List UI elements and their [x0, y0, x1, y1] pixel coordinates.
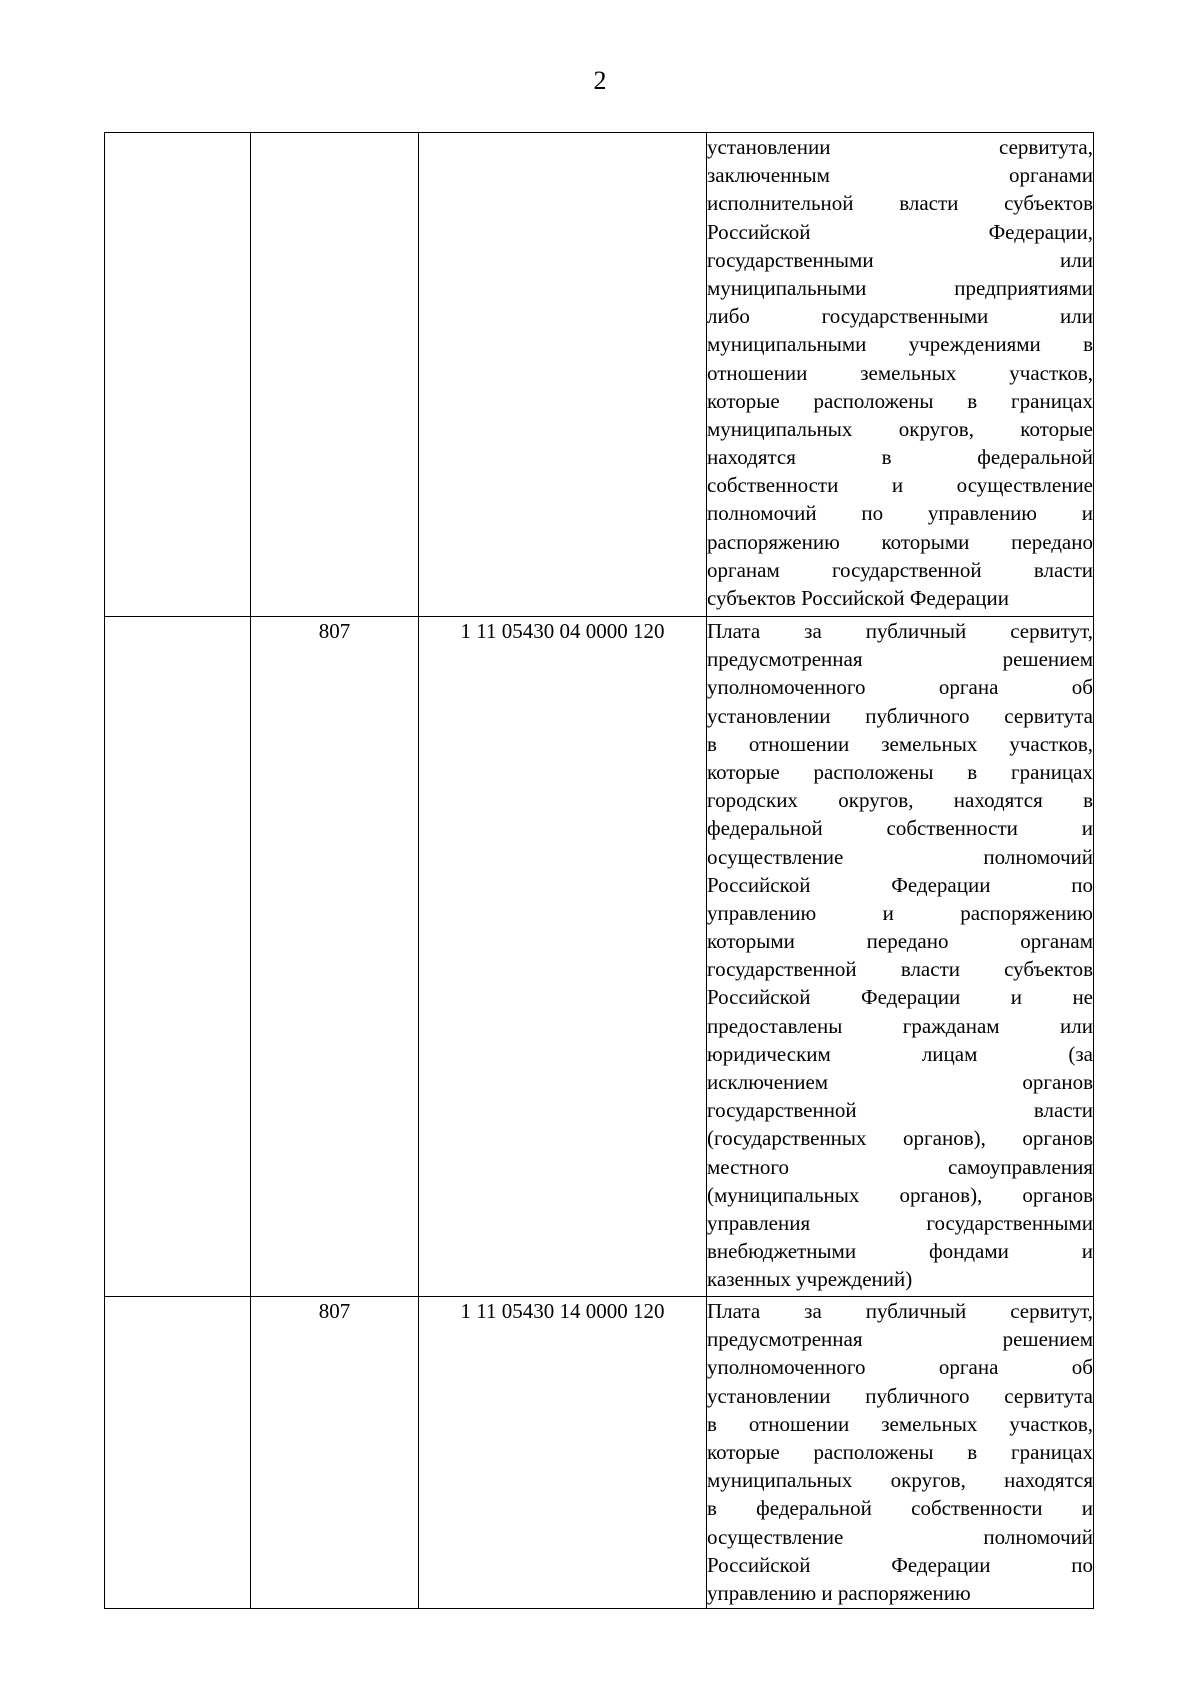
description-line: находятся в федеральной	[707, 445, 1093, 470]
description-line: государственными или	[707, 247, 1093, 272]
description-line: в отношении земельных участков,	[707, 731, 1093, 756]
description-line: заключенным органами	[707, 163, 1093, 188]
description-line: предусмотренная решением	[707, 647, 1093, 672]
description-line: распоряжению которыми передано	[707, 529, 1093, 554]
empty-cell	[105, 617, 251, 1297]
budget-code-cell: 1 11 05430 04 0000 120	[419, 617, 707, 1297]
description-line: уполномоченного органа об	[707, 675, 1093, 700]
empty-cell	[105, 133, 251, 617]
description-line: осуществление полномочий	[707, 1524, 1093, 1549]
description-line: муниципальных округов, находятся	[707, 1468, 1093, 1493]
description-line: Российской Федерации и не	[707, 985, 1093, 1010]
description-line: предусмотренная решением	[707, 1327, 1093, 1352]
description-line: в отношении земельных участков,	[707, 1411, 1093, 1436]
admin-code-cell: 807	[251, 617, 419, 1297]
description-line: Плата за публичный сервитут,	[707, 1299, 1093, 1323]
budget-code-cell: 1 11 05430 14 0000 120	[419, 1297, 707, 1609]
description-line: юридическим лицам (за	[707, 1041, 1093, 1066]
description-line: в федеральной собственности и	[707, 1496, 1093, 1521]
description-line: уполномоченного органа об	[707, 1355, 1093, 1380]
description-line: муниципальными учреждениями в	[707, 332, 1093, 357]
description-line: органам государственной власти	[707, 557, 1093, 582]
description-line: полномочий по управлению и	[707, 501, 1093, 526]
description-line: государственной власти	[707, 1098, 1093, 1123]
table-row	[105, 133, 1094, 617]
description-line: осуществление полномочий	[707, 844, 1093, 869]
budget-code-cell	[419, 133, 707, 617]
description-line: которые расположены в границах	[707, 388, 1093, 413]
description-line: установлении публичного сервитута	[707, 703, 1093, 728]
description-line: (государственных органов), органов	[707, 1126, 1093, 1151]
description-line: Российской Федерации,	[707, 219, 1093, 244]
description-line: отношении земельных участков,	[707, 360, 1093, 385]
description-line: исключением органов	[707, 1070, 1093, 1094]
description-line: Российской Федерации по	[707, 1552, 1093, 1577]
admin-code-cell	[251, 133, 419, 617]
description-line: (муниципальных органов), органов	[707, 1182, 1093, 1207]
income-description-cell	[707, 1297, 1094, 1609]
description-line: исполнительной власти субъектов	[707, 191, 1093, 216]
description-line: субъектов Российской Федерации	[707, 586, 1010, 610]
description-line: казенных учреждений)	[707, 1267, 913, 1292]
description-line: либо государственными или	[707, 304, 1093, 329]
description-line: предоставлены гражданам или	[707, 1013, 1093, 1038]
description-line: собственности и осуществление	[707, 473, 1093, 498]
description-line: управлению и распоряжению	[707, 1580, 971, 1605]
description-line: которые расположены в границах	[707, 1439, 1093, 1464]
income-description-cell	[707, 133, 1094, 617]
description-line: муниципальными предприятиями	[707, 275, 1093, 300]
budget-codes-table	[104, 132, 1094, 1609]
description-line: внебюджетными фондами и	[707, 1239, 1093, 1264]
description-line: Российской Федерации по	[707, 872, 1093, 897]
description-line: государственной власти субъектов	[707, 957, 1093, 982]
description-line: которыми передано органам	[707, 929, 1093, 954]
description-line: установлении сервитута,	[707, 135, 1093, 159]
empty-cell	[105, 1297, 251, 1609]
table-row	[105, 617, 1094, 1297]
description-line: которые расположены в границах	[707, 759, 1093, 784]
income-description-cell	[707, 617, 1094, 1297]
description-line: установлении публичного сервитута	[707, 1383, 1093, 1408]
description-line: муниципальных округов, которые	[707, 416, 1093, 441]
page-number: 2	[593, 66, 607, 95]
table-row	[105, 1297, 1094, 1609]
description-line: городских округов, находятся в	[707, 788, 1093, 813]
description-line: управлению и распоряжению	[707, 900, 1093, 925]
description-line: управления государственными	[707, 1210, 1093, 1235]
description-line: Плата за публичный сервитут,	[707, 619, 1093, 643]
admin-code-cell: 807	[251, 1297, 419, 1609]
description-line: федеральной собственности и	[707, 816, 1093, 841]
description-line: местного самоуправления	[707, 1154, 1093, 1179]
